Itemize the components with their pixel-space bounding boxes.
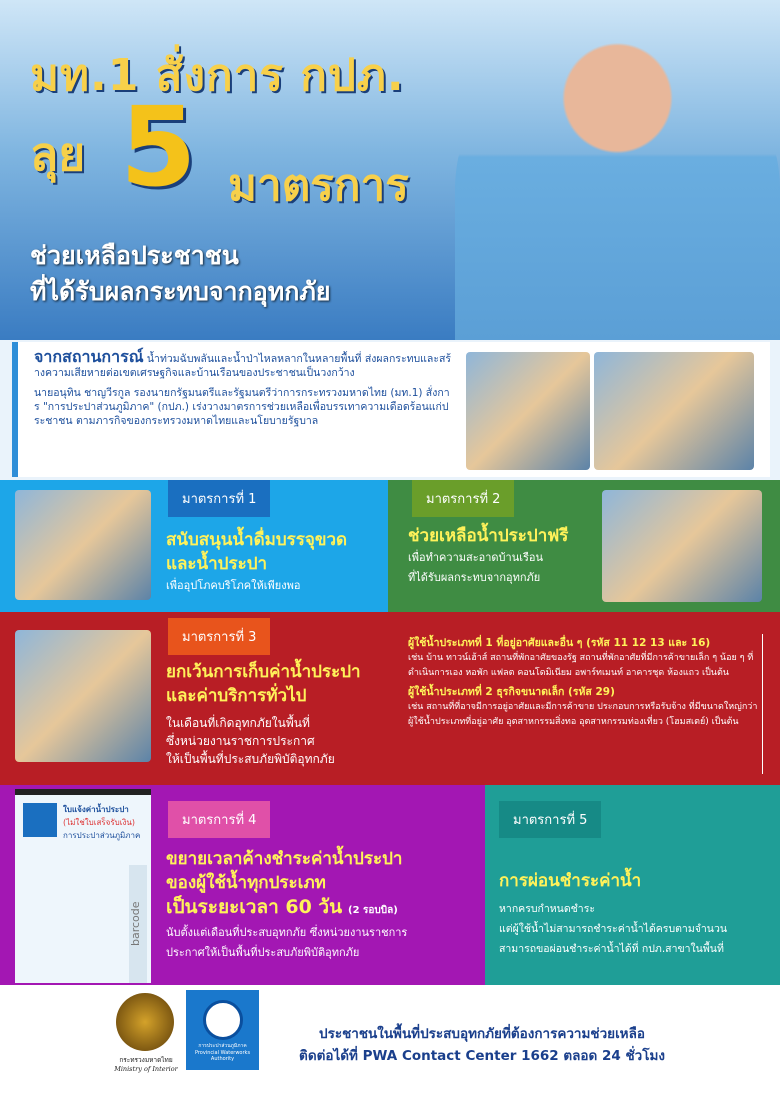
measure-5-tag: มาตรการที่ 5 — [499, 801, 601, 838]
intro-lead: จากสถานการณ์ — [34, 347, 144, 366]
intro-p1: น้ำท่วมฉับพลันและน้ำป่าไหลหลากในหลายพื้นที่ ส่งผลกระทบและสร้างความเสียหายต่อเขตเศรษฐกิจและบ้านเรือนของประชาชนเป็นวงกว้าง — [34, 353, 452, 379]
measure-1-tag: มาตรการที่ 1 — [168, 480, 270, 517]
measure-5-desc2: แต่ผู้ใช้น้ำไม่สามารถชำระค่าน้ำได้ครบตามจำนวน — [499, 923, 728, 935]
contact-line1: ประชาชนในพื้นที่ประสบอุทกภัยที่ต้องการความช่วยเหลือ — [319, 1026, 645, 1042]
contact-line2: ติดต่อได้ที่ PWA Contact Center 1662 ตลอด 24 ชั่วโมง — [299, 1048, 665, 1064]
measure-2-tag: มาตรการที่ 2 — [412, 480, 514, 517]
moi-seal-logo — [116, 993, 174, 1051]
intro-text — [34, 347, 454, 428]
measure-4 — [0, 785, 485, 985]
intro-section — [0, 340, 780, 480]
measure-5-desc3: สามารถขอผ่อนชำระค่าน้ำได้ที่ กปภ.สาขาในพื้นที่ — [499, 943, 724, 955]
pwa-th: การประปาส่วนภูมิภาค — [198, 1043, 247, 1049]
measure-1-title1: สนับสนุนน้ำดื่มบรรจุขวด — [166, 530, 348, 550]
intro-photo-2 — [594, 352, 754, 470]
measure-3-photo — [15, 630, 151, 762]
measure-5-title: การผ่อนชำระค่าน้ำ — [499, 871, 642, 891]
subtitle-line2: ที่ได้รับผลกระทบจากอุทกภัย — [30, 277, 331, 306]
measure-4-note: (2 รอบบิล) — [348, 905, 398, 916]
measure-3-title1: ยกเว้นการเก็บค่าน้ำประปา — [166, 662, 361, 682]
bill-org: การประปาส่วนภูมิภาค — [63, 831, 141, 840]
measure-3-types — [408, 636, 758, 730]
measure-1 — [0, 480, 388, 612]
measure-1-photo — [15, 490, 151, 600]
measure-3 — [0, 612, 780, 785]
type2-title: ผู้ใช้น้ำประเภทที่ 2 ธุรกิจขนาดเล็ก (รหัส 29) — [408, 686, 615, 698]
type1-desc: เช่น บ้าน ทาวน์เฮ้าส์ สถานที่พักอาศัยของรัฐ สถานที่พักอาศัยที่มีการค้าขายเล็ก ๆ น้อย ๆ ที่ดำเนินการเอง หอพัก แฟลต คอนโดมิเนียม อพาร์ทเมนท์ อาคารชุด ห้องแถว เป็นต้น — [408, 653, 754, 678]
type2-desc: เช่น สถานที่ที่อาจมีการอยู่อาศัยและมีการค้าขาย ประกอบการหรือรับจ้าง ที่มีขนาดใหญ่กว่าผู้ใช้น้ำประเภทที่อยู่อาศัย อุตสาหกรรมสิ่งทอ อุตสาหกรรมท่องเที่ยว (โฮมสเตย์) เป็นต้น — [408, 702, 758, 727]
headline-number: 5 — [120, 83, 197, 211]
moi-th: กระทรวงมหาดไทย — [119, 1056, 173, 1064]
measure-2 — [388, 480, 780, 612]
measure-2-title: ช่วยเหลือน้ำประปาฟรี — [408, 526, 569, 546]
measure-4-tag: มาตรการที่ 4 — [168, 801, 270, 838]
pwa-logo — [186, 990, 259, 1070]
measure-4-title1: ขยายเวลาค้างชำระค่าน้ำประปา — [166, 849, 403, 869]
pwa-emblem — [203, 1000, 243, 1040]
measure-2-photo — [602, 490, 762, 602]
measure-2-desc1: เพื่อทำความสะอาดบ้านเรือน — [408, 551, 544, 564]
measure-1-desc: เพื่ออุปโภคบริโภคให้เพียงพอ — [166, 579, 301, 592]
pwa-logo-small — [23, 803, 57, 837]
measure-4-title3: เป็นระยะเวลา 60 วัน — [166, 896, 343, 918]
minister-photo — [455, 30, 780, 340]
headline-subtitle — [30, 238, 330, 310]
bill-note: (ไม่ใช่ใบเสร็จรับเงิน) — [63, 818, 135, 827]
subtitle-line1: ช่วยเหลือประชาชน — [30, 241, 239, 270]
measure-2-desc2: ที่ได้รับผลกระทบจากอุทกภัย — [408, 571, 541, 584]
measure-5 — [485, 785, 780, 985]
divider — [762, 634, 763, 774]
water-bill-image — [15, 789, 151, 983]
contact-info — [272, 1023, 692, 1067]
hero-header — [0, 0, 780, 340]
moi-en: Ministry of Interior — [114, 1065, 178, 1073]
measure-3-tag: มาตรการที่ 3 — [168, 618, 270, 655]
measure-3-desc2: ซึ่งหน่วยงานราชการประกาศ — [166, 734, 315, 748]
type1-title: ผู้ใช้น้ำประเภทที่ 1 ที่อยู่อาศัยและอื่น ๆ (รหัส 11 12 13 และ 16) — [408, 637, 711, 649]
measure-4-title2: ของผู้ใช้น้ำทุกประเภท — [166, 873, 326, 893]
bill-title: ใบแจ้งค่าน้ำประปา — [63, 805, 129, 814]
measure-3-desc1: ในเดือนที่เกิดอุทกภัยในพื้นที่ — [166, 716, 310, 730]
measure-3-title2: และค่าบริการทั่วไป — [166, 686, 307, 706]
moi-label — [104, 1055, 188, 1073]
headline-suffix: มาตรการ — [228, 160, 409, 211]
headline-line1: มท.1 สั่งการ กปภ. — [30, 50, 405, 101]
bill-barcode: barcode — [129, 865, 147, 983]
intro-p2: นายอนุทิน ชาญวีรกูล รองนายกรัฐมนตรีและรัฐมนตรีว่าการกระทรวงมหาดไทย (มท.1) สั่งการ "การประปาส่วนภูมิภาค" (กปภ.) เร่งวางมาตรการช่วยเหลือเพื่อบรรเทาความเดือดร้อนแก่ประชาชน ตามภารกิจของกระทรวงมหาดไทยและนโยบายรัฐบาล — [34, 387, 450, 427]
measure-4-desc2: ประกาศให้เป็นพื้นที่ประสบภัยพิบัติอุทกภัย — [166, 946, 360, 959]
footer — [0, 985, 780, 1103]
measure-3-desc3: ให้เป็นพื้นที่ประสบภัยพิบัติอุทกภัย — [166, 752, 335, 766]
measure-5-desc1: หากครบกำหนดชำระ — [499, 903, 595, 915]
headline-prefix: ลุย — [30, 127, 86, 181]
measure-4-desc1: นับตั้งแต่เดือนที่ประสบอุทกภัย ซึ่งหน่วยงานราชการ — [166, 926, 408, 939]
intro-photo-1 — [466, 352, 590, 470]
pwa-en: Provincial Waterworks Authority — [194, 1050, 251, 1062]
measure-1-title2: และน้ำประปา — [166, 554, 268, 574]
